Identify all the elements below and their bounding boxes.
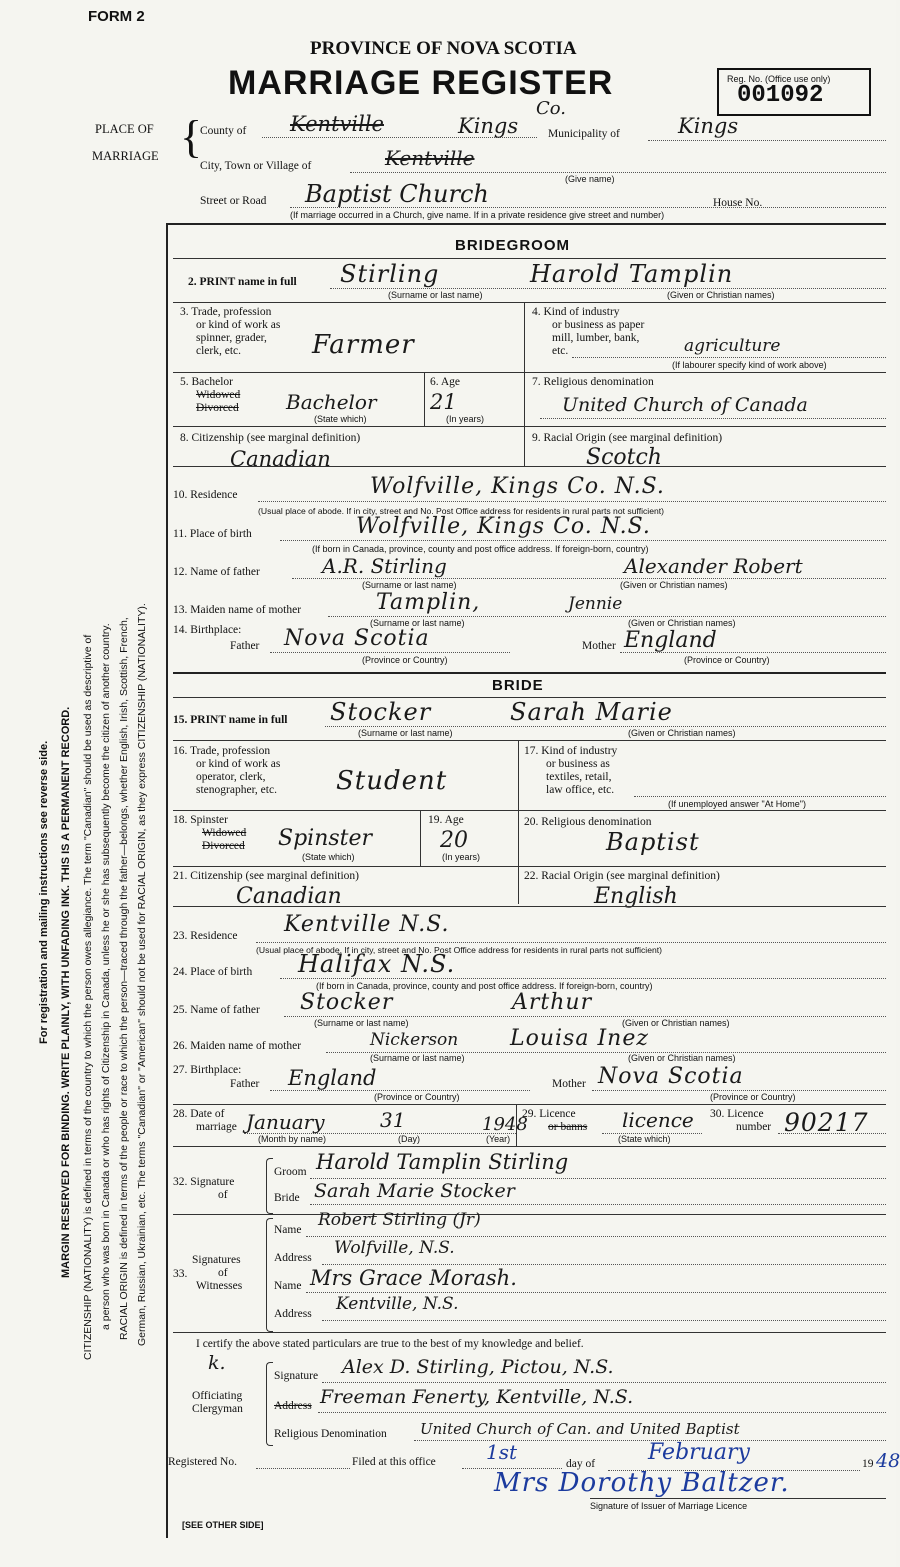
bride-trade: Student: [336, 766, 448, 796]
filed-year-prefix: 19: [862, 1458, 874, 1470]
groom-age: 21: [430, 390, 457, 414]
bride-age-hint: (In years): [442, 852, 481, 862]
margin-instructions-6: German, Russian, Ukrainian, etc. The terms "Canadian" or "American" should not be used for RACIAL ORIGIN, as they express CITIZENSHIP (NATIONALITY).: [136, 603, 148, 1346]
w2-name-label: Name: [274, 1280, 302, 1292]
place-heading-1: PLACE OF: [95, 122, 154, 136]
groom-mother-surname-hint: (Surname or last name): [370, 618, 465, 628]
groom-signature: Harold Tamplin Stirling: [316, 1150, 569, 1174]
clergy-address: Freeman Fenerty, Kentville, N.S.: [320, 1386, 634, 1408]
clergy-bracket: [266, 1362, 273, 1446]
groom-surname-hint: (Surname or last name): [388, 290, 483, 300]
groom-father-given-hint: (Given or Christian names): [620, 580, 728, 590]
groom-l8: 8. Citizenship (see marginal definition): [180, 432, 361, 444]
issuer-signature: Mrs Dorothy Baltzer.: [494, 1468, 790, 1498]
bride-l19: 19. Age: [428, 814, 464, 826]
bride-mother-prov-hint: (Province or Country): [710, 1092, 796, 1102]
groom-l5-3: Divorced: [196, 402, 239, 414]
groom-l4-3: mill, lumber, bank,: [552, 332, 640, 344]
bride-l16-1: 16. Trade, profession: [173, 745, 271, 757]
clergy-label-a: Officiating: [192, 1390, 243, 1402]
bride-given-hint: (Given or Christian names): [628, 728, 736, 738]
county-co: Co.: [536, 98, 567, 119]
witness1-address: Wolfville, N.S.: [334, 1238, 455, 1258]
street-value: Baptist Church: [305, 180, 489, 208]
bride-sig-label: Bride: [274, 1192, 300, 1204]
bride-citizenship: Canadian: [236, 884, 342, 909]
groom-l5-2: Widowed: [196, 389, 241, 401]
bride-l18-1: 18. Spinster: [173, 814, 228, 826]
bride-mother-given-hint: (Given or Christian names): [628, 1053, 736, 1063]
bride-mother-surname-hint: (Surname or last name): [370, 1053, 465, 1063]
bride-mother-surname: Nickerson: [370, 1030, 459, 1050]
witness-label-c: Witnesses: [196, 1280, 243, 1292]
bride-l17-hint: (If unemployed answer "At Home"): [668, 799, 806, 809]
groom-given: Harold Tamplin: [530, 260, 734, 288]
county-struck: Kentville: [290, 112, 384, 136]
groom-residence: Wolfville, Kings Co. N.S.: [370, 474, 665, 499]
city-label: City, Town or Village of: [200, 160, 312, 172]
groom-l3-4: clerk, etc.: [196, 345, 242, 357]
groom-l6: 6. Age: [430, 376, 461, 388]
province-heading: PROVINCE OF NOVA SCOTIA: [310, 38, 577, 59]
bride-l18-2: Widowed: [202, 827, 247, 839]
county-value: Kings: [458, 114, 519, 138]
clergy-addr-label: Address: [274, 1400, 312, 1412]
licence-value: licence: [622, 1108, 694, 1132]
groom-trade: Farmer: [312, 330, 415, 360]
bride-father-surname: Stocker: [300, 990, 394, 1015]
clergy-sig-label: Signature: [274, 1370, 319, 1382]
bride-l16-4: stenographer, etc.: [196, 784, 277, 796]
bride-given: Sarah Marie: [510, 698, 673, 726]
day-of-label: day of: [566, 1458, 596, 1470]
clergy-label-b: Clergyman: [192, 1403, 243, 1415]
groom-father-birth: Nova Scotia: [284, 626, 430, 651]
margin-instructions-4: a person who was born in Canada or who has rights of Citizenship in Canada, unless he or she has subsequently become the citizen of another country.: [100, 623, 112, 1330]
bride-mother-birth: Nova Scotia: [598, 1064, 744, 1089]
l33-label: 33.: [173, 1268, 188, 1280]
day-hint: (Day): [398, 1134, 420, 1144]
w2-address-label: Address: [274, 1308, 312, 1320]
bride-status-hint: (State which): [302, 852, 355, 862]
groom-status-hint: (State which): [314, 414, 367, 424]
bride-father-surname-hint: (Surname or last name): [314, 1018, 409, 1028]
filed-label: Filed at this office: [352, 1456, 436, 1468]
filed-day: 1st: [486, 1440, 518, 1464]
bride-residence-hint: (Usual place of abode. If in city, street and No. Post Office address for residents in rural parts not sufficient): [256, 945, 663, 955]
l29-label: 29. Licence: [522, 1108, 576, 1120]
bride-l22: 22. Racial Origin (see marginal definition): [524, 870, 720, 882]
groom-l2-label: 2. PRINT name in full: [188, 276, 297, 288]
groom-given-hint: (Given or Christian names): [667, 290, 775, 300]
groom-residence-hint: (Usual place of abode. If in city, street and No. Post Office address for residents in rural parts not sufficient): [258, 506, 665, 516]
certify-text: I certify the above stated particulars are true to the best of my knowledge and belief.: [196, 1338, 584, 1350]
groom-mother-given: Jennie: [568, 594, 623, 614]
bride-age: 20: [440, 828, 468, 853]
bride-l20: 20. Religious denomination: [524, 816, 652, 828]
form-label: FORM 2: [88, 8, 145, 25]
marriage-year: 1948: [482, 1114, 528, 1135]
clergy-mark: k.: [208, 1352, 226, 1374]
groom-l13: 13. Maiden name of mother: [173, 604, 302, 616]
groom-mother-birth-label: Mother: [582, 640, 616, 652]
groom-mother-surname: Tamplin,: [376, 590, 481, 615]
place-heading-2: MARRIAGE: [92, 149, 159, 163]
groom-l14: 14. Birthplace:: [173, 624, 242, 636]
groom-l4-2: or business as paper: [552, 319, 645, 331]
groom-father-given: Alexander Robert: [624, 554, 803, 578]
groom-father-surname: A.R. Stirling: [322, 554, 447, 578]
month-hint: (Month by name): [258, 1134, 327, 1144]
groom-racial: Scotch: [586, 445, 662, 470]
bride-surname-hint: (Surname or last name): [358, 728, 453, 738]
year-hint: (Year): [486, 1134, 511, 1144]
margin-instructions-2: MARGIN RESERVED FOR BINDING. WRITE PLAINLY, WITH UNFADING INK. THIS IS A PERMANENT RECORD.: [60, 706, 72, 1278]
bride-l27: 27. Birthplace:: [173, 1064, 242, 1076]
clergy-signature: Alex D. Stirling, Pictou, N.S.: [342, 1356, 614, 1378]
municipality-value: Kings: [678, 114, 739, 138]
groom-father-birth-label: Father: [230, 640, 260, 652]
bride-l15-label: 15. PRINT name in full: [173, 714, 288, 726]
groom-l11: 11. Place of birth: [173, 528, 252, 540]
groom-l4-4: etc.: [552, 345, 569, 357]
groom-l7: 7. Religious denomination: [532, 376, 654, 388]
bride-l18-3: Divorced: [202, 840, 245, 852]
clergy-denom-label: Religious Denomination: [274, 1428, 387, 1440]
place-brace: {: [180, 111, 203, 162]
margin-instructions-1: For registration and mailing instructions see reverse side.: [38, 740, 50, 1044]
reg-no-value: 001092: [737, 82, 824, 109]
bride-l21: 21. Citizenship (see marginal definition): [173, 870, 359, 882]
groom-l9: 9. Racial Origin (see marginal definition): [532, 432, 723, 444]
l32-label: 32. Signature: [173, 1176, 235, 1188]
witness2-name: Mrs Grace Morash.: [310, 1266, 517, 1290]
groom-father-surname-hint: (Surname or last name): [362, 580, 457, 590]
margin-instructions-5: RACIAL ORIGIN is defined in terms of the people or race to which the person—traced through the father—belongs, whether English, Irish, Scottish, French,: [118, 617, 130, 1340]
w1-name-label: Name: [274, 1224, 302, 1236]
groom-l3-1: 3. Trade, profession: [180, 306, 272, 318]
licence-hint: (State which): [618, 1134, 671, 1144]
county-label: County of: [200, 125, 247, 137]
street-label: Street or Road: [200, 195, 267, 207]
clergy-denomination: United Church of Can. and United Baptist: [420, 1420, 740, 1438]
bride-l25: 25. Name of father: [173, 1004, 260, 1016]
bride-mother-birth-label: Mother: [552, 1078, 586, 1090]
l30-label: 30. Licence: [710, 1108, 764, 1120]
municipality-label: Municipality of: [548, 128, 620, 140]
bride-religion: Baptist: [606, 828, 700, 856]
bridegroom-heading: BRIDEGROOM: [455, 237, 570, 254]
reg-no-label: Reg. No. (Office use only): [727, 74, 831, 84]
groom-mother-given-hint: (Given or Christian names): [628, 618, 736, 628]
witness1-name: Robert Stirling (Jr): [318, 1210, 481, 1230]
registered-label: Registered No.: [168, 1456, 237, 1468]
marriage-month: January: [246, 1110, 325, 1134]
give-name-hint: (Give name): [565, 174, 615, 184]
form-title: MARRIAGE REGISTER: [228, 64, 614, 102]
bride-mother-given: Louisa Inez: [510, 1026, 649, 1051]
see-other-side: [SEE OTHER SIDE]: [182, 1520, 264, 1530]
bride-l17-3: textiles, retail,: [546, 771, 612, 783]
bride-status: Spinster: [278, 826, 373, 851]
groom-l3-2: or kind of work as: [196, 319, 281, 331]
groom-birthplace: Wolfville, Kings Co. N.S.: [356, 514, 651, 539]
bride-l17-2: or business as: [546, 758, 610, 770]
margin-instructions-3: CITIZENSHIP (NATIONALITY) is defined in terms of the country to which the person owes allegiance. The term "Canadian" should be used as descriptive of: [82, 634, 94, 1360]
groom-l5-1: 5. Bachelor: [180, 376, 234, 388]
groom-status: Bachelor: [286, 390, 377, 414]
reg-no-box: [717, 68, 871, 116]
bride-l24: 24. Place of birth: [173, 966, 253, 978]
city-value: Kentville: [385, 146, 475, 170]
house-no-label: House No.: [713, 197, 763, 209]
witness2-address: Kentville, N.S.: [336, 1294, 459, 1314]
bride-father-prov-hint: (Province or Country): [374, 1092, 460, 1102]
bride-racial: English: [594, 884, 678, 909]
bride-l23: 23. Residence: [173, 930, 238, 942]
witness-bracket: [266, 1218, 273, 1332]
witness-label-a: Signatures: [192, 1254, 241, 1266]
bride-father-given-hint: (Given or Christian names): [622, 1018, 730, 1028]
bride-l26: 26. Maiden name of mother: [173, 1040, 302, 1052]
l29-banns-label: or banns: [548, 1121, 588, 1133]
groom-industry: agriculture: [684, 336, 781, 356]
w1-address-label: Address: [274, 1252, 312, 1264]
filed-year: 48: [876, 1450, 900, 1472]
bride-signature: Sarah Marie Stocker: [314, 1180, 515, 1202]
bride-l16-3: operator, clerk,: [196, 771, 266, 783]
street-note: (If marriage occurred in a Church, give name. If in a private residence give street and number): [290, 210, 665, 220]
l28-marriage-label: marriage: [196, 1121, 237, 1133]
bride-father-birth: England: [288, 1066, 377, 1090]
groom-sig-label: Groom: [274, 1166, 307, 1178]
bride-residence: Kentville N.S.: [284, 912, 450, 937]
bride-surname: Stocker: [330, 698, 432, 726]
bride-l16-2: or kind of work as: [196, 758, 281, 770]
groom-l4-1: 4. Kind of industry: [532, 306, 620, 318]
bride-l17-1: 17. Kind of industry: [524, 745, 618, 757]
bride-father-birth-label: Father: [230, 1078, 260, 1090]
licence-number: 90217: [784, 1108, 869, 1137]
groom-l10: 10. Residence: [173, 489, 238, 501]
l32-of-label: of: [218, 1189, 228, 1201]
groom-surname: Stirling: [340, 260, 440, 288]
groom-mother-prov-hint: (Province or Country): [684, 655, 770, 665]
issuer-label: Signature of Issuer of Marriage Licence: [590, 1501, 748, 1511]
marriage-day: 31: [380, 1108, 406, 1132]
signature-bracket: [266, 1158, 273, 1214]
bride-l17-4: law office, etc.: [546, 784, 615, 796]
l30-number-label: number: [736, 1121, 772, 1133]
filed-month: February: [648, 1440, 750, 1465]
bride-birthplace-hint: (If born in Canada, province, county and post office address. If foreign-born, country): [316, 981, 653, 991]
groom-age-hint: (In years): [446, 414, 485, 424]
l28-date-label: 28. Date of: [173, 1108, 225, 1120]
groom-birthplace-hint: (If born in Canada, province, county and post office address. If foreign-born, country): [312, 544, 649, 554]
groom-religion: United Church of Canada: [562, 394, 808, 416]
groom-mother-birth: England: [624, 628, 717, 653]
bride-birthplace: Halifax N.S.: [298, 950, 456, 978]
groom-citizenship: Canadian: [230, 447, 331, 471]
groom-l3-3: spinner, grader,: [196, 332, 267, 344]
groom-l12: 12. Name of father: [173, 566, 260, 578]
bride-heading: BRIDE: [492, 677, 544, 694]
groom-father-prov-hint: (Province or Country): [362, 655, 448, 665]
witness-label-b: of: [218, 1267, 228, 1279]
bride-father-given: Arthur: [512, 990, 593, 1015]
groom-l4-hint: (If labourer specify kind of work above): [672, 360, 827, 370]
